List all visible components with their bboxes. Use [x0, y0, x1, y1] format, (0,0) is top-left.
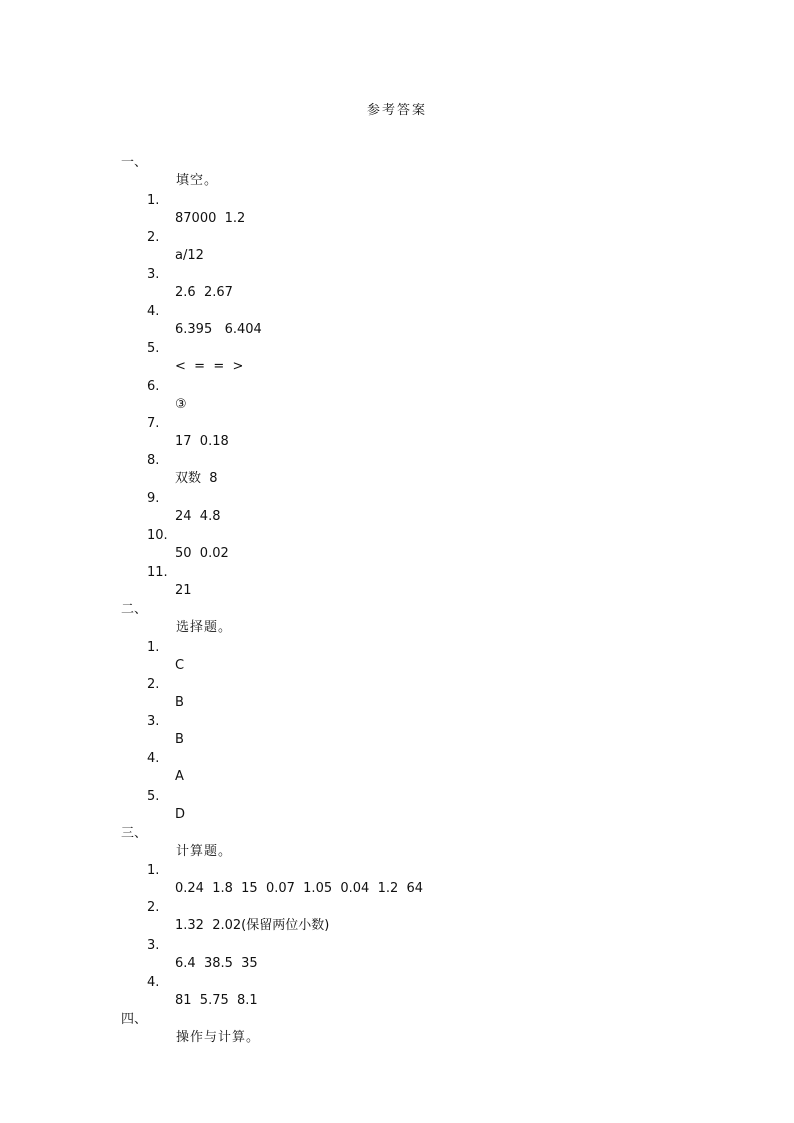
item-answer: 1.32 2.02(保留两位小数) — [175, 918, 330, 933]
item-number: 5. — [147, 789, 160, 804]
item-number: 1. — [147, 863, 160, 878]
item-number: 7. — [147, 416, 160, 431]
item-answer: 2.6̇ 2.67 — [175, 285, 233, 300]
section-number: 二、 — [121, 602, 148, 617]
item-number: 2. — [147, 900, 160, 915]
item-number: 9. — [147, 491, 160, 506]
item-number: 10. — [147, 528, 168, 543]
item-number: 4. — [147, 304, 160, 319]
section-number: 一、 — [121, 155, 148, 170]
item-answer: A — [175, 769, 184, 784]
item-number: 4. — [147, 975, 160, 990]
item-number: 11. — [147, 565, 168, 580]
item-answer: 17 0.18 — [175, 434, 229, 449]
item-number: 4. — [147, 751, 160, 766]
item-answer: 50 0.02 — [175, 546, 229, 561]
item-answer: 24 4.8 — [175, 509, 221, 524]
page-title: 参考答案 — [366, 103, 427, 118]
item-answer: ③ — [175, 397, 187, 412]
item-answer: 6.395 6.404 — [175, 322, 262, 337]
section-number: 三、 — [121, 826, 148, 841]
item-answer: 6.4 38.5 35 — [175, 956, 258, 971]
section-label: 操作与计算。 — [176, 1030, 261, 1045]
item-answer: 87000 1.2 — [175, 211, 246, 226]
item-answer: D — [175, 807, 186, 822]
item-number: 8. — [147, 453, 160, 468]
item-number: 3. — [147, 938, 160, 953]
section-label: 选择题。 — [176, 620, 233, 635]
item-answer: C — [175, 658, 185, 673]
item-answer: < = = > — [175, 359, 244, 374]
item-number: 3. — [147, 267, 160, 282]
section-heading-4 — [0, 993, 794, 1065]
item-number: 2. — [147, 677, 160, 692]
section-number: 四、 — [121, 1012, 148, 1027]
section-label: 计算题。 — [176, 844, 233, 859]
item-answer: B — [175, 695, 184, 710]
item-number: 6. — [147, 379, 160, 394]
item-number: 2. — [147, 230, 160, 245]
item-number: 3. — [147, 714, 160, 729]
item-answer: 双数 8 — [175, 471, 218, 486]
item-number: 1. — [147, 193, 160, 208]
item-answer: B — [175, 732, 184, 747]
item-answer: 81 5.75 8.1 — [175, 993, 258, 1008]
item-answer: 21 — [175, 583, 192, 598]
item-answer: a/12 — [175, 248, 204, 263]
item-number: 1. — [147, 640, 160, 655]
item-number: 5. — [147, 341, 160, 356]
item-answer: 0.24 1.8 15 0.07 1.05 0.04 1.2 64 — [175, 881, 424, 896]
section-label: 填空。 — [176, 173, 219, 188]
